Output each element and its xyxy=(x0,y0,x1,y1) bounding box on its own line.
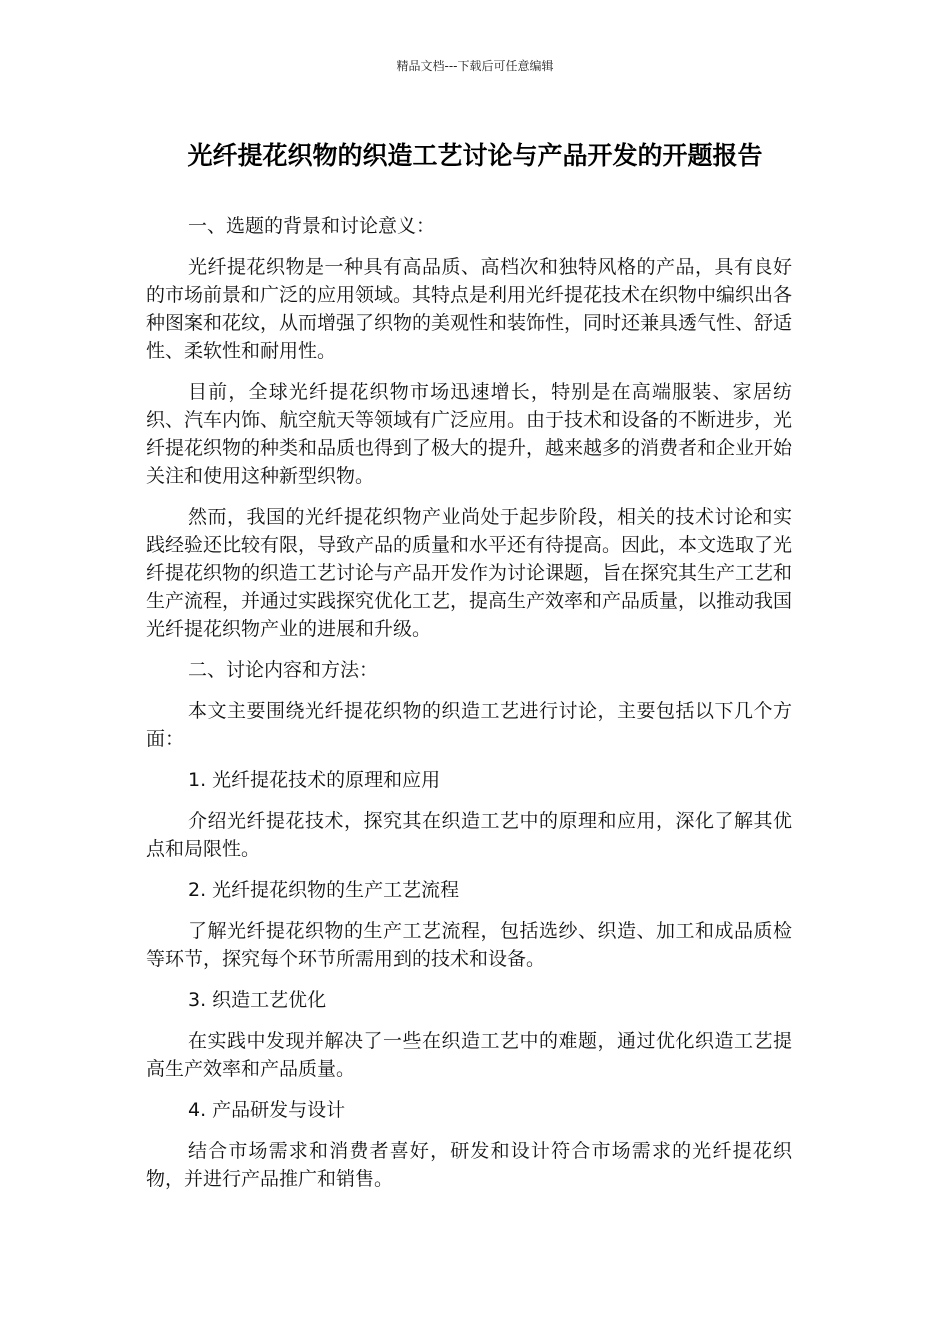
item-heading-3: 3. 织造工艺优化 xyxy=(188,989,327,1011)
header-note: 精品文档---下载后可任意编辑 xyxy=(396,59,554,73)
item-text-2: 了解光纤提花织物的生产工艺流程，包括选纱、织造、加工和成品质检等环节，探究每个环节所需用到的技术和设备。 xyxy=(146,920,792,970)
item-text-1: 介绍光纤提花技术，探究其在织造工艺中的原理和应用，深化了解其优点和局限性。 xyxy=(146,810,792,860)
item-heading-1: 1. 光纤提花技术的原理和应用 xyxy=(188,769,441,791)
section-heading-content: 二、讨论内容和方法： xyxy=(188,659,379,681)
section-heading-background: 一、选题的背景和讨论意义： xyxy=(188,215,436,237)
paragraph-intro: 光纤提花织物是一种具有高品质、高档次和独特风格的产品，具有良好的市场前景和广泛的应用领域。其特点是利用光纤提花技术在织物中编织出各种图案和花纹，从而增强了织物的美观性和装饰性，同时还兼具透气性、舒适性、柔软性和耐用性。 xyxy=(146,256,793,362)
document-body xyxy=(146,212,792,1206)
document-title: 光纤提花织物的织造工艺讨论与产品开发的开题报告 xyxy=(187,141,763,170)
item-text-3: 在实践中发现并解决了一些在织造工艺中的难题，通过优化织造工艺提高生产效率和产品质量。 xyxy=(146,1030,792,1080)
paragraph-market: 目前，全球光纤提花织物市场迅速增长，特别是在高端服装、家居纺织、汽车内饰、航空航天等领域有广泛应用。由于技术和设备的不断进步，光纤提花织物的种类和品质也得到了极大的提升，越来越多的消费者和企业开始关注和使用这种新型织物。 xyxy=(146,381,793,487)
item-heading-4: 4. 产品研发与设计 xyxy=(188,1099,346,1121)
paragraph-domestic: 然而，我国的光纤提花织物产业尚处于起步阶段，相关的技术讨论和实践经验还比较有限，导致产品的质量和水平还有待提高。因此，本文选取了光纤提花织物的织造工艺讨论与产品开发作为讨论课题，旨在探究其生产工艺和生产流程，并通过实践探究优化工艺，提高生产效率和产品质量，以推动我国光纤提花织物产业的进展和升级。 xyxy=(146,506,793,640)
paragraph-overview: 本文主要围绕光纤提花织物的织造工艺进行讨论，主要包括以下几个方面： xyxy=(146,700,792,750)
item-heading-2: 2. 光纤提花织物的生产工艺流程 xyxy=(188,879,460,901)
item-text-4: 结合市场需求和消费者喜好，研发和设计符合市场需求的光纤提花织物，并进行产品推广和销售。 xyxy=(146,1140,792,1190)
